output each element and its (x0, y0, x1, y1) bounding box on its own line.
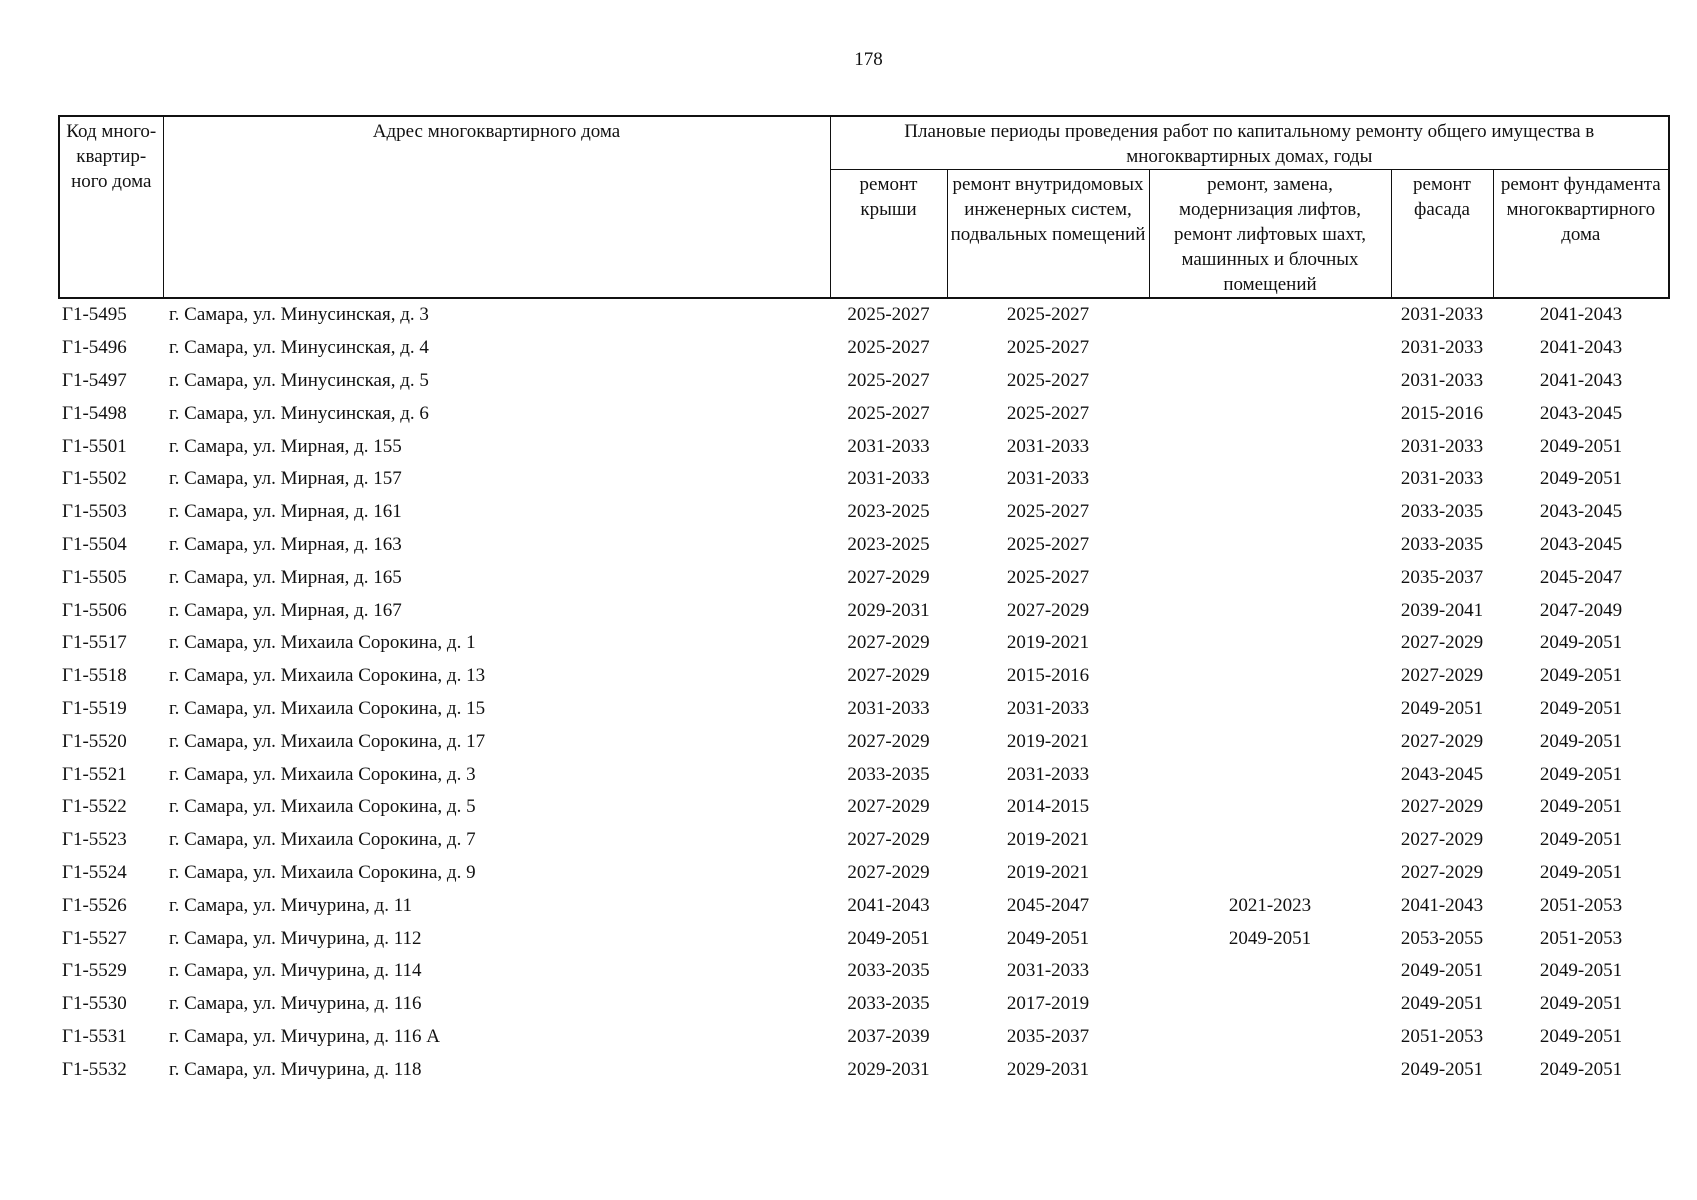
cell-facade: 2031-2033 (1400, 435, 1484, 457)
cell-inner-systems: 2029-2031 (1006, 1058, 1090, 1080)
cell-lifts (1149, 988, 1391, 1021)
cell-address: г. Самара, ул. Мичурина, д. 116 А (169, 1025, 440, 1047)
cell-roof: 2025-2027 (847, 402, 930, 424)
cell-address: г. Самара, ул. Мирная, д. 163 (169, 533, 402, 555)
cell-inner-systems: 2025-2027 (1006, 566, 1090, 588)
cell-code: Г1-5522 (62, 796, 127, 818)
cell-facade: 2035-2037 (1400, 566, 1484, 588)
table-header (59, 116, 1669, 298)
cell-inner-systems: 2025-2027 (1006, 369, 1090, 391)
cell-address: г. Самара, ул. Минусинская, д. 3 (169, 304, 429, 326)
table-row (59, 561, 1669, 594)
cell-facade: 2033-2035 (1400, 501, 1484, 523)
cell-inner-systems: 2019-2021 (1006, 632, 1090, 654)
cell-inner-systems: 2027-2029 (1006, 599, 1090, 621)
cell-code: Г1-5496 (62, 337, 127, 359)
header-foundation: ремонт фундамента многоквартирного дома (1493, 170, 1669, 299)
cell-facade: 2027-2029 (1400, 796, 1484, 818)
cell-facade: 2027-2029 (1400, 829, 1484, 851)
cell-foundation: 2041-2043 (1539, 369, 1623, 391)
cell-code: Г1-5498 (62, 402, 127, 424)
cell-inner-systems: 2015-2016 (1006, 665, 1090, 687)
cell-address: г. Самара, ул. Мирная, д. 167 (169, 599, 402, 621)
cell-address: г. Самара, ул. Михаила Сорокина, д. 3 (169, 763, 476, 785)
table-row (59, 725, 1669, 758)
cell-foundation: 2049-2051 (1539, 697, 1623, 719)
cell-foundation: 2047-2049 (1539, 599, 1623, 621)
cell-code: Г1-5503 (62, 501, 127, 523)
table-row (59, 529, 1669, 562)
header-lifts: ремонт, замена, модернизация лифтов, ремонт лифтовых шахт, машинных и блочных помещений (1149, 170, 1391, 299)
cell-code: Г1-5517 (62, 632, 127, 654)
cell-lifts (1149, 1021, 1391, 1054)
table-row (59, 496, 1669, 529)
cell-address: г. Самара, ул. Минусинская, д. 6 (169, 402, 429, 424)
cell-facade: 2027-2029 (1400, 861, 1484, 883)
cell-foundation: 2049-2051 (1539, 1025, 1623, 1047)
table-row (59, 922, 1669, 955)
cell-facade: 2027-2029 (1400, 665, 1484, 687)
cell-roof: 2027-2029 (847, 566, 930, 588)
cell-facade: 2031-2033 (1400, 304, 1484, 326)
cell-code: Г1-5520 (62, 730, 127, 752)
cell-lifts: 2049-2051 (1228, 927, 1312, 949)
header-roof: ремонт крыши (830, 170, 947, 299)
cell-address: г. Самара, ул. Мирная, д. 155 (169, 435, 402, 457)
cell-roof: 2033-2035 (847, 993, 930, 1015)
cell-inner-systems: 2017-2019 (1006, 993, 1090, 1015)
cell-roof: 2031-2033 (847, 697, 930, 719)
cell-inner-systems: 2035-2037 (1006, 1025, 1090, 1047)
cell-lifts (1149, 791, 1391, 824)
cell-lifts: 2021-2023 (1228, 894, 1312, 916)
cell-address: г. Самара, ул. Михаила Сорокина, д. 5 (169, 796, 476, 818)
table-row (59, 693, 1669, 726)
cell-roof: 2023-2025 (847, 533, 930, 555)
cell-roof: 2025-2027 (847, 337, 930, 359)
table-row (59, 791, 1669, 824)
cell-inner-systems: 2025-2027 (1006, 337, 1090, 359)
cell-foundation: 2049-2051 (1539, 960, 1623, 982)
cell-lifts (1149, 529, 1391, 562)
cell-address: г. Самара, ул. Михаила Сорокина, д. 17 (169, 730, 486, 752)
cell-roof: 2027-2029 (847, 861, 930, 883)
cell-inner-systems: 2025-2027 (1006, 402, 1090, 424)
table-body (59, 298, 1669, 1086)
cell-inner-systems: 2025-2027 (1006, 501, 1090, 523)
cell-lifts (1149, 298, 1391, 332)
cell-inner-systems: 2031-2033 (1006, 697, 1090, 719)
cell-lifts (1149, 397, 1391, 430)
cell-foundation: 2043-2045 (1539, 533, 1623, 555)
cell-lifts (1149, 496, 1391, 529)
cell-roof: 2031-2033 (847, 435, 930, 457)
cell-address: г. Самара, ул. Мирная, д. 157 (169, 468, 402, 490)
table-row (59, 627, 1669, 660)
cell-code: Г1-5526 (62, 894, 127, 916)
cell-foundation: 2045-2047 (1539, 566, 1623, 588)
cell-foundation: 2049-2051 (1539, 1058, 1623, 1080)
cell-inner-systems: 2019-2021 (1006, 861, 1090, 883)
cell-address: г. Самара, ул. Михаила Сорокина, д. 9 (169, 861, 476, 883)
cell-code: Г1-5518 (62, 665, 127, 687)
cell-foundation: 2043-2045 (1539, 402, 1623, 424)
cell-foundation: 2049-2051 (1539, 796, 1623, 818)
cell-roof: 2027-2029 (847, 632, 930, 654)
cell-foundation: 2051-2053 (1539, 927, 1623, 949)
cell-roof: 2025-2027 (847, 304, 930, 326)
cell-lifts (1149, 463, 1391, 496)
cell-facade: 2053-2055 (1400, 927, 1484, 949)
cell-facade: 2015-2016 (1400, 402, 1484, 424)
cell-facade: 2039-2041 (1400, 599, 1484, 621)
cell-roof: 2027-2029 (847, 665, 930, 687)
cell-roof: 2025-2027 (847, 369, 930, 391)
cell-address: г. Самара, ул. Мичурина, д. 116 (169, 993, 422, 1015)
cell-lifts (1149, 430, 1391, 463)
cell-code: Г1-5504 (62, 533, 127, 555)
cell-facade: 2049-2051 (1400, 960, 1484, 982)
cell-roof: 2029-2031 (847, 1058, 930, 1080)
table-row (59, 365, 1669, 398)
cell-address: г. Самара, ул. Минусинская, д. 5 (169, 369, 429, 391)
cell-inner-systems: 2031-2033 (1006, 468, 1090, 490)
cell-code: Г1-5521 (62, 763, 127, 785)
cell-inner-systems: 2019-2021 (1006, 730, 1090, 752)
table-row (59, 1053, 1669, 1086)
cell-facade: 2031-2033 (1400, 369, 1484, 391)
cell-facade: 2051-2053 (1400, 1025, 1484, 1047)
cell-lifts (1149, 824, 1391, 857)
cell-roof: 2029-2031 (847, 599, 930, 621)
cell-facade: 2041-2043 (1400, 894, 1484, 916)
cell-foundation: 2049-2051 (1539, 468, 1623, 490)
cell-code: Г1-5497 (62, 369, 127, 391)
cell-code: Г1-5523 (62, 829, 127, 851)
table-row (59, 332, 1669, 365)
cell-foundation: 2051-2053 (1539, 894, 1623, 916)
cell-foundation: 2049-2051 (1539, 435, 1623, 457)
page-number: 178 (854, 49, 883, 70)
cell-code: Г1-5529 (62, 960, 127, 982)
cell-foundation: 2049-2051 (1539, 632, 1623, 654)
table-row (59, 463, 1669, 496)
cell-address: г. Самара, ул. Мичурина, д. 11 (169, 894, 413, 916)
cell-inner-systems: 2049-2051 (1006, 927, 1090, 949)
cell-roof: 2027-2029 (847, 730, 930, 752)
cell-lifts (1149, 857, 1391, 890)
cell-lifts (1149, 693, 1391, 726)
cell-inner-systems: 2045-2047 (1006, 894, 1090, 916)
cell-lifts (1149, 758, 1391, 791)
cell-address: г. Самара, ул. Мичурина, д. 118 (169, 1058, 422, 1080)
cell-lifts (1149, 1053, 1391, 1086)
cell-roof: 2027-2029 (847, 829, 930, 851)
cell-code: Г1-5531 (62, 1025, 127, 1047)
cell-lifts (1149, 365, 1391, 398)
cell-address: г. Самара, ул. Михаила Сорокина, д. 13 (169, 665, 486, 687)
cell-lifts (1149, 332, 1391, 365)
header-row-top (59, 116, 1669, 170)
cell-code: Г1-5506 (62, 599, 127, 621)
repair-schedule-table (58, 115, 1670, 1086)
cell-code: Г1-5501 (62, 435, 127, 457)
table-row (59, 660, 1669, 693)
cell-code: Г1-5502 (62, 468, 127, 490)
cell-foundation: 2049-2051 (1539, 665, 1623, 687)
cell-foundation: 2043-2045 (1539, 501, 1623, 523)
cell-foundation: 2049-2051 (1539, 829, 1623, 851)
cell-facade: 2033-2035 (1400, 533, 1484, 555)
table-row (59, 397, 1669, 430)
cell-address: г. Самара, ул. Михаила Сорокина, д. 15 (169, 697, 486, 719)
cell-inner-systems: 2031-2033 (1006, 960, 1090, 982)
cell-lifts (1149, 627, 1391, 660)
cell-address: г. Самара, ул. Михаила Сорокина, д. 1 (169, 632, 476, 654)
cell-facade: 2031-2033 (1400, 468, 1484, 490)
cell-code: Г1-5527 (62, 927, 127, 949)
table-row (59, 430, 1669, 463)
cell-facade: 2049-2051 (1400, 993, 1484, 1015)
cell-foundation: 2049-2051 (1539, 730, 1623, 752)
cell-inner-systems: 2019-2021 (1006, 829, 1090, 851)
header-inner-systems: ремонт внутридомовых инженерных систем, подвальных помещений (947, 170, 1149, 299)
cell-foundation: 2049-2051 (1539, 763, 1623, 785)
cell-address: г. Самара, ул. Мирная, д. 161 (169, 501, 402, 523)
cell-foundation: 2049-2051 (1539, 993, 1623, 1015)
cell-code: Г1-5524 (62, 861, 127, 883)
table-row (59, 889, 1669, 922)
cell-inner-systems: 2025-2027 (1006, 304, 1090, 326)
cell-roof: 2033-2035 (847, 763, 930, 785)
cell-roof: 2031-2033 (847, 468, 930, 490)
cell-roof: 2027-2029 (847, 796, 930, 818)
cell-address: г. Самара, ул. Мичурина, д. 114 (169, 960, 422, 982)
table-row (59, 298, 1669, 332)
cell-facade: 2031-2033 (1400, 337, 1484, 359)
table-row (59, 824, 1669, 857)
cell-foundation: 2049-2051 (1539, 861, 1623, 883)
cell-lifts (1149, 561, 1391, 594)
cell-roof: 2049-2051 (847, 927, 930, 949)
cell-foundation: 2041-2043 (1539, 337, 1623, 359)
header-planned-periods: Плановые периоды проведения работ по капитальному ремонту общего имущества в многоквартирных домах, годы (830, 116, 1669, 170)
cell-lifts (1149, 660, 1391, 693)
cell-roof: 2041-2043 (847, 894, 930, 916)
cell-facade: 2049-2051 (1400, 1058, 1484, 1080)
cell-facade: 2027-2029 (1400, 730, 1484, 752)
cell-address: г. Самара, ул. Михаила Сорокина, д. 7 (169, 829, 476, 851)
cell-code: Г1-5519 (62, 697, 127, 719)
cell-roof: 2037-2039 (847, 1025, 930, 1047)
cell-code: Г1-5530 (62, 993, 127, 1015)
header-address: Адрес многоквартирного дома (163, 116, 830, 298)
cell-roof: 2023-2025 (847, 501, 930, 523)
cell-inner-systems: 2031-2033 (1006, 763, 1090, 785)
cell-address: г. Самара, ул. Минусинская, д. 4 (169, 337, 429, 359)
cell-code: Г1-5532 (62, 1058, 127, 1080)
table-row (59, 594, 1669, 627)
cell-facade: 2043-2045 (1400, 763, 1484, 785)
cell-inner-systems: 2031-2033 (1006, 435, 1090, 457)
table-row (59, 758, 1669, 791)
table-row (59, 988, 1669, 1021)
cell-lifts (1149, 955, 1391, 988)
table-row (59, 857, 1669, 890)
cell-code: Г1-5495 (62, 304, 127, 326)
cell-inner-systems: 2014-2015 (1006, 796, 1090, 818)
table-row (59, 1021, 1669, 1054)
cell-lifts (1149, 594, 1391, 627)
header-code: Код много-квартир-ного дома (59, 116, 163, 298)
table-row (59, 955, 1669, 988)
cell-roof: 2033-2035 (847, 960, 930, 982)
cell-code: Г1-5505 (62, 566, 127, 588)
cell-inner-systems: 2025-2027 (1006, 533, 1090, 555)
cell-facade: 2049-2051 (1400, 697, 1484, 719)
cell-address: г. Самара, ул. Мирная, д. 165 (169, 566, 402, 588)
cell-foundation: 2041-2043 (1539, 304, 1623, 326)
cell-facade: 2027-2029 (1400, 632, 1484, 654)
header-facade: ремонт фасада (1391, 170, 1493, 299)
cell-lifts (1149, 725, 1391, 758)
cell-address: г. Самара, ул. Мичурина, д. 112 (169, 927, 422, 949)
